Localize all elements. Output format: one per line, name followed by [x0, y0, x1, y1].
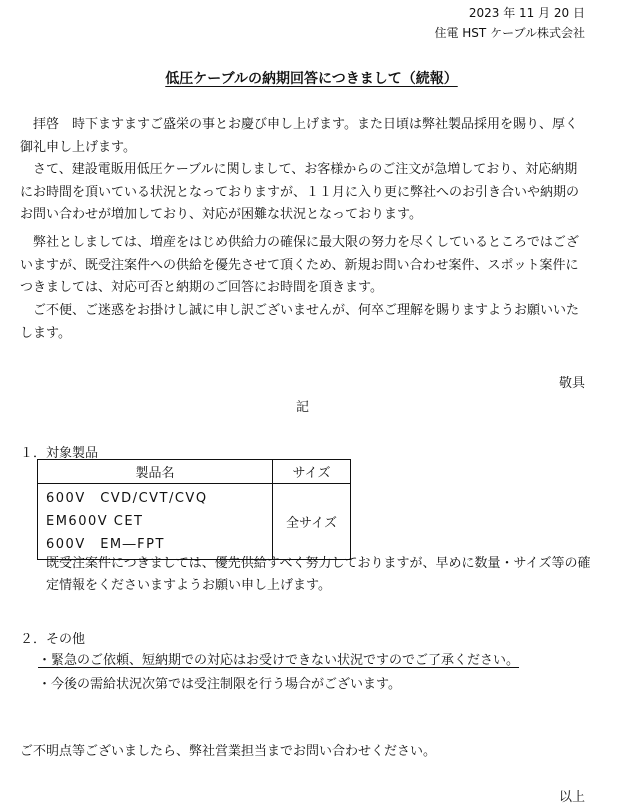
- situation-paragraph: さて、建設電販用低圧ケーブルに関しまして、お客様からのご注文が急増しており、対応納期にお時間を頂いている状況となっておりますが、１１月に入り更に弊社へのお引き合いや納期のお問い合わせが増加しており、対応が困難な状況となっております。: [20, 162, 580, 223]
- size-cell: 全サイズ: [273, 484, 351, 560]
- document-title: 低圧ケーブルの納期回答につきまして（続報）: [165, 71, 458, 87]
- existing-orders-note: 既受注案件につきましては、優先供給すべく努力しておりますが、早めに数量・サイズ等の確定情報をくださいますようお願い申し上げます。: [46, 556, 591, 593]
- product-item: 600V EM―FPT: [46, 537, 165, 552]
- product-item: 600V CVD/CVT/CVQ: [46, 491, 208, 506]
- column-header-product-name: 製品名: [38, 460, 273, 484]
- bullet-item: ・緊急のご依頼、短納期での対応はお受けできない状況ですのでご了承ください。: [38, 653, 520, 668]
- closing-ijo: 以上: [558, 790, 585, 805]
- closing-keigu: 敬具: [558, 376, 585, 391]
- contact-closing-text: ご不明点等ございましたら、弊社営業担当までお問い合わせください。: [20, 744, 437, 759]
- sender-company: 住電 HST ケーブル株式会社: [434, 26, 585, 40]
- product-table-body: [38, 484, 351, 560]
- section-1-heading: １．対象製品: [20, 446, 99, 461]
- response-paragraph: 弊社としましては、増産をはじめ供給力の確保に最大限の努力を尽くしているところではございますが、既受注案件への供給を優先させて頂くため、新規お問い合わせ案件、スポット案件につきましては、対応可否と納期のご回答にお時間を頂きます。: [20, 235, 579, 296]
- column-header-size: サイズ: [273, 460, 351, 484]
- greeting-paragraph: 拝啓 時下ますますご盛栄の事とお慶び申し上げます。また日頃は弊社製品採用を賜り、厚く御礼申し上げます。: [20, 117, 578, 155]
- ki-marker: 記: [296, 400, 310, 415]
- document-date: 2023 年 11 月 20 日: [468, 6, 585, 20]
- product-item: EM600V CET: [46, 514, 144, 529]
- product-names-cell: [38, 484, 273, 560]
- product-table: [37, 459, 351, 560]
- apology-paragraph: ご不便、ご迷惑をお掛けし誠に申し訳ございませんが、何卒ご理解を賜りますようお願いいたします。: [20, 303, 580, 341]
- section-2-heading: ２．その他: [20, 632, 86, 647]
- product-table-header: [38, 460, 351, 484]
- bullet-item: ・今後の需給状況次第では受注制限を行う場合がございます。: [38, 677, 401, 692]
